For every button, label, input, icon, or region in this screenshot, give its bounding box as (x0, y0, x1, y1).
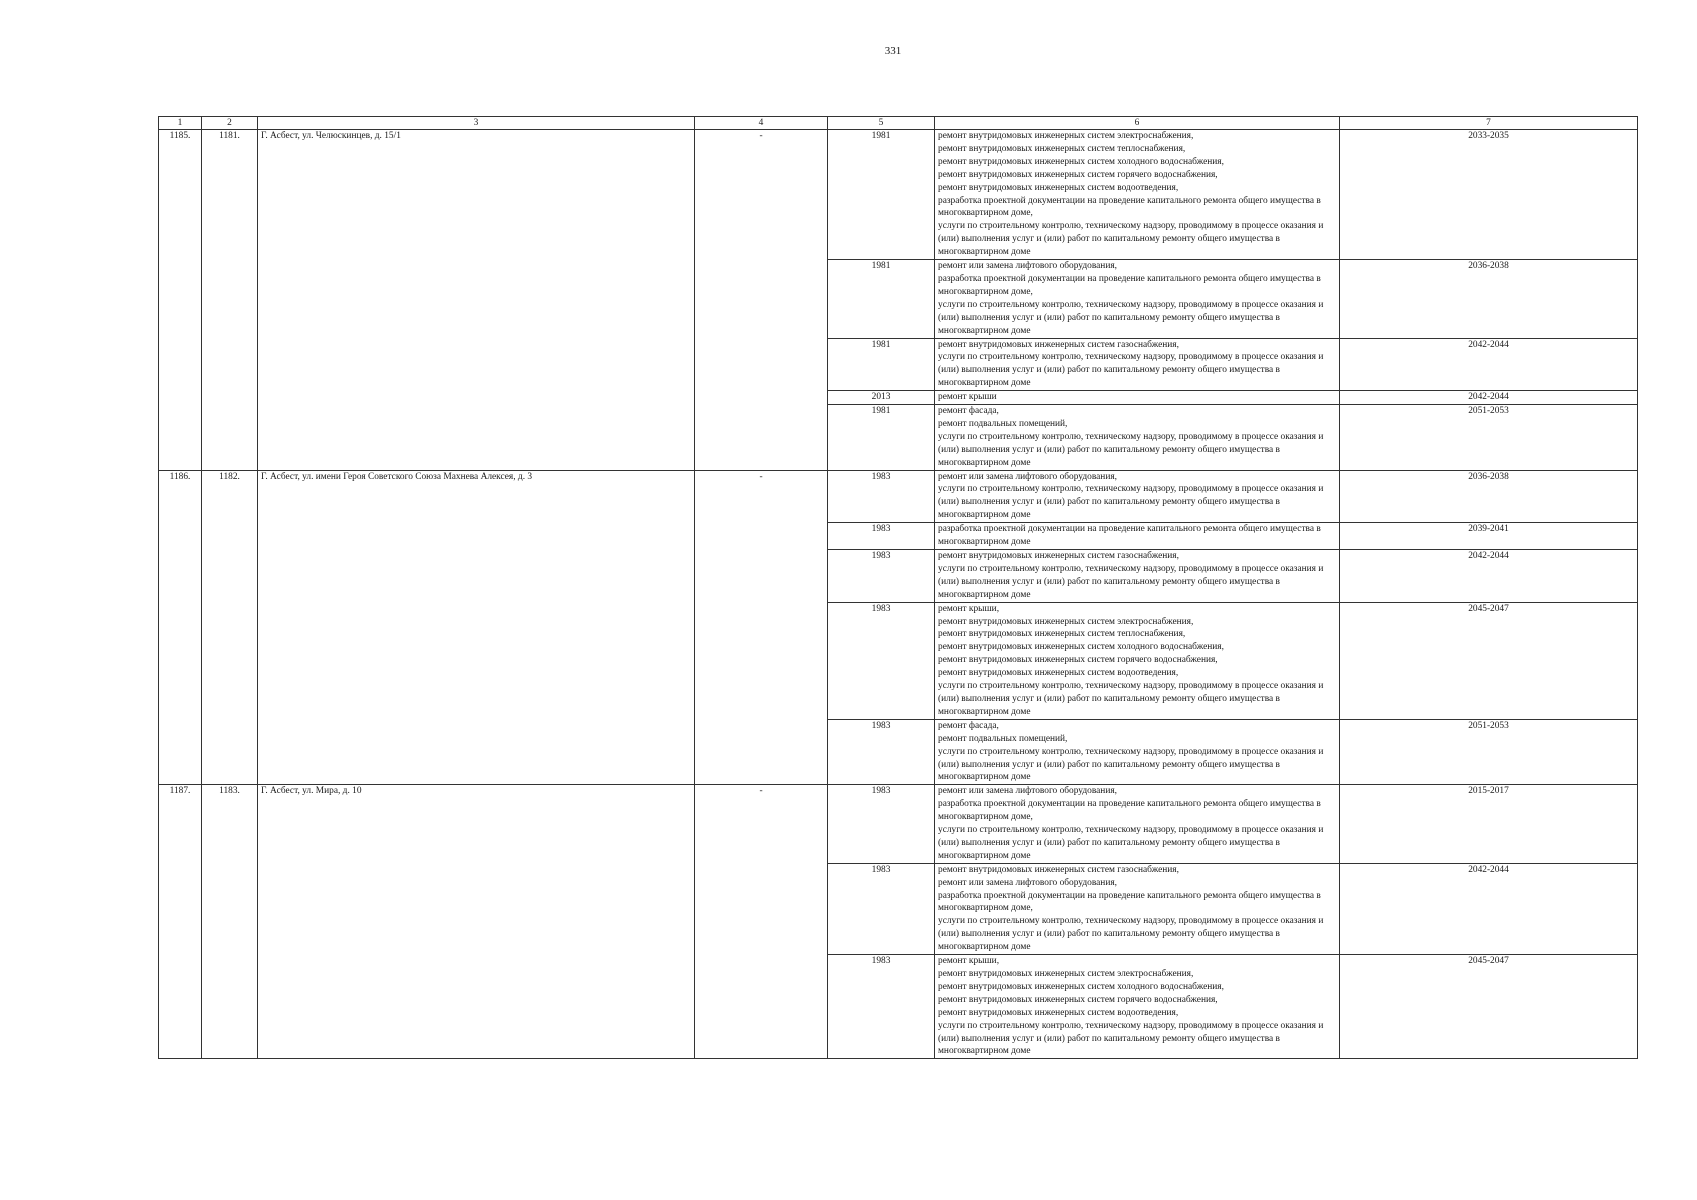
works-cell: ремонт внутридомовых инженерных систем электроснабжения, ремонт внутридомовых инженерных систем теплоснабжения, ремонт внутридомовых инженерных систем холодного водоснабжения, ремонт внутридомовых инженерных систем горячего водоснабжения, ремонт внутридомовых инженерных систем водоотведения, разработка проектной документации на проведение капитального ремонта общего имущества в многоквартирном доме, услуги по строительному контролю, техническому надзору, проводимому в процессе оказания и (или) выполнения услуг и (или) работ по капитальному ремонту общего имущества в многоквартирном доме (935, 130, 1340, 260)
works-cell: ремонт или замена лифтового оборудования, разработка проектной документации на проведение капитального ремонта общего имущества в многоквартирном доме, услуги по строительному контролю, техническому надзору, проводимому в процессе оказания и (или) выполнения услуг и (или) работ по капитальному ремонту общего имущества в многоквартирном доме (935, 785, 1340, 863)
year-cell: 1983 (828, 863, 935, 954)
record-number-cell: 1185. (159, 130, 202, 471)
table-row (159, 470, 1638, 523)
address-cell: Г. Асбест, ул. Челюскинцев, д. 15/1 (258, 130, 695, 471)
year-cell: 1981 (828, 130, 935, 260)
period-cell: 2051-2053 (1340, 405, 1638, 471)
period-cell: 2042-2044 (1340, 863, 1638, 954)
works-cell: ремонт внутридомовых инженерных систем газоснабжения, услуги по строительному контролю, техническому надзору, проводимому в процессе оказания и (или) выполнения услуг и (или) работ по капитальному ремонту общего имущества в многоквартирном доме (935, 338, 1340, 391)
year-cell: 1983 (828, 719, 935, 785)
period-cell: 2033-2035 (1340, 130, 1638, 260)
year-cell: 1983 (828, 785, 935, 863)
year-cell: 2013 (828, 391, 935, 405)
period-cell: 2036-2038 (1340, 470, 1638, 523)
address-cell: Г. Асбест, ул. Мира, д. 10 (258, 785, 695, 1059)
record-index-cell: 1182. (202, 470, 258, 785)
works-cell: ремонт фасада, ремонт подвальных помещений, услуги по строительному контролю, техническому надзору, проводимому в процессе оказания и (или) выполнения услуг и (или) работ по капитальному ремонту общего имущества в многоквартирном доме (935, 405, 1340, 471)
period-cell: 2042-2044 (1340, 391, 1638, 405)
year-cell: 1983 (828, 955, 935, 1059)
works-cell: ремонт крыши (935, 391, 1340, 405)
year-cell: 1981 (828, 405, 935, 471)
table-row (159, 785, 1638, 863)
table-row (159, 130, 1638, 260)
works-cell: ремонт крыши, ремонт внутридомовых инженерных систем электроснабжения, ремонт внутридомовых инженерных систем холодного водоснабжения, ремонт внутридомовых инженерных систем горячего водоснабжения, ремонт внутридомовых инженерных систем водоотведения, услуги по строительному контролю, техническому надзору, проводимому в процессе оказания и (или) выполнения услуг и (или) работ по капитальному ремонту общего имущества в многоквартирном доме (935, 955, 1340, 1059)
record-index-cell: 1183. (202, 785, 258, 1059)
period-cell: 2045-2047 (1340, 602, 1638, 719)
period-cell: 2039-2041 (1340, 523, 1638, 550)
capital-repair-table (158, 116, 1638, 1059)
record-index-cell: 1181. (202, 130, 258, 471)
works-cell: ремонт или замена лифтового оборудования, разработка проектной документации на проведение капитального ремонта общего имущества в многоквартирном доме, услуги по строительному контролю, техническому надзору, проводимому в процессе оказания и (или) выполнения услуг и (или) работ по капитальному ремонту общего имущества в многоквартирном доме (935, 260, 1340, 338)
works-cell: ремонт крыши, ремонт внутридомовых инженерных систем электроснабжения, ремонт внутридомовых инженерных систем теплоснабжения, ремонт внутридомовых инженерных систем холодного водоснабжения, ремонт внутридомовых инженерных систем горячего водоснабжения, ремонт внутридомовых инженерных систем водоотведения, услуги по строительному контролю, техническому надзору, проводимому в процессе оказания и (или) выполнения услуг и (или) работ по капитальному ремонту общего имущества в многоквартирном доме (935, 602, 1340, 719)
period-cell: 2045-2047 (1340, 955, 1638, 1059)
year-cell: 1981 (828, 338, 935, 391)
column-header-3: 3 (258, 117, 695, 130)
record-number-cell: 1187. (159, 785, 202, 1059)
header-row (159, 117, 1638, 130)
works-cell: ремонт внутридомовых инженерных систем газоснабжения, ремонт или замена лифтового оборудования, разработка проектной документации на проведение капитального ремонта общего имущества в многоквартирном доме, услуги по строительному контролю, техническому надзору, проводимому в процессе оказания и (или) выполнения услуг и (или) работ по капитальному ремонту общего имущества в многоквартирном доме (935, 863, 1340, 954)
column-header-5: 5 (828, 117, 935, 130)
column-header-7: 7 (1340, 117, 1638, 130)
works-cell: ремонт внутридомовых инженерных систем газоснабжения, услуги по строительному контролю, техническому надзору, проводимому в процессе оказания и (или) выполнения услуг и (или) работ по капитальному ремонту общего имущества в многоквартирном доме (935, 550, 1340, 603)
col4-cell: - (695, 785, 828, 1059)
year-cell: 1981 (828, 260, 935, 338)
page-number: 331 (884, 45, 902, 57)
column-header-6: 6 (935, 117, 1340, 130)
period-cell: 2015-2017 (1340, 785, 1638, 863)
year-cell: 1983 (828, 523, 935, 550)
col4-cell: - (695, 470, 828, 785)
year-cell: 1983 (828, 602, 935, 719)
period-cell: 2042-2044 (1340, 338, 1638, 391)
period-cell: 2036-2038 (1340, 260, 1638, 338)
period-cell: 2051-2053 (1340, 719, 1638, 785)
column-header-2: 2 (202, 117, 258, 130)
address-cell: Г. Асбест, ул. имени Героя Советского Союза Махнева Алексея, д. 3 (258, 470, 695, 785)
record-number-cell: 1186. (159, 470, 202, 785)
period-cell: 2042-2044 (1340, 550, 1638, 603)
works-cell: ремонт или замена лифтового оборудования, услуги по строительному контролю, техническому надзору, проводимому в процессе оказания и (или) выполнения услуг и (или) работ по капитальному ремонту общего имущества в многоквартирном доме (935, 470, 1340, 523)
col4-cell: - (695, 130, 828, 471)
table-body (159, 117, 1638, 1059)
works-cell: ремонт фасада, ремонт подвальных помещений, услуги по строительному контролю, техническому надзору, проводимому в процессе оказания и (или) выполнения услуг и (или) работ по капитальному ремонту общего имущества в многоквартирном доме (935, 719, 1340, 785)
column-header-1: 1 (159, 117, 202, 130)
year-cell: 1983 (828, 470, 935, 523)
column-header-4: 4 (695, 117, 828, 130)
year-cell: 1983 (828, 550, 935, 603)
works-cell: разработка проектной документации на проведение капитального ремонта общего имущества в многоквартирном доме (935, 523, 1340, 550)
